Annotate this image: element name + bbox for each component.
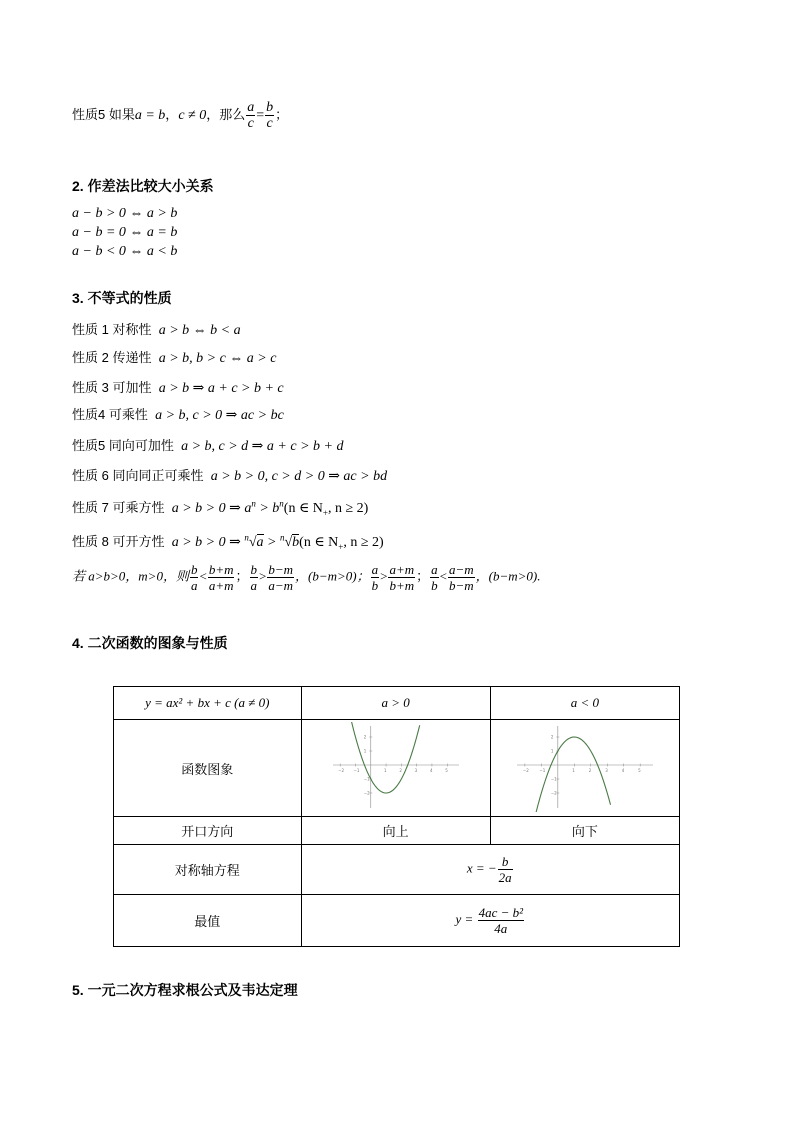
row-label-opening: 开口方向 bbox=[114, 817, 302, 845]
table-header-a-positive: a > 0 bbox=[301, 687, 490, 720]
frac-num: a bbox=[247, 100, 255, 115]
fraction bbox=[267, 562, 294, 593]
parabola-up-graph bbox=[331, 722, 461, 812]
property-5-cond2: c ≠ 0 bbox=[178, 107, 207, 123]
x-tick-label: −2 bbox=[337, 767, 344, 773]
exponent: n bbox=[279, 498, 284, 509]
opening-up: 向上 bbox=[301, 817, 490, 845]
frac-num: a bbox=[371, 562, 379, 577]
extra-pre: 若 a>b>0，m>0，则 bbox=[72, 568, 189, 584]
frac-num: b bbox=[190, 562, 198, 577]
property-5-cond1: a = b bbox=[134, 107, 166, 123]
inequality-property-4 bbox=[72, 404, 284, 424]
frac-num: b bbox=[250, 562, 257, 577]
parabola-curve bbox=[531, 737, 610, 812]
x-tick-label: 4 bbox=[621, 767, 625, 773]
section-4-heading: 4. 二次函数的图象与性质 bbox=[72, 635, 228, 651]
frac-den: c bbox=[266, 116, 273, 131]
frac-den: a+m bbox=[208, 578, 234, 593]
fraction-inequality-line bbox=[72, 562, 541, 593]
property-8-formula bbox=[171, 532, 384, 552]
formula-part: a > b > 0 ⇒ a bbox=[171, 501, 252, 516]
condition: (n ∈ N bbox=[299, 535, 339, 550]
quadratic-table bbox=[113, 686, 680, 947]
frac-den: 4a bbox=[494, 921, 508, 936]
property-label: 性质 8 可开方性 bbox=[72, 534, 165, 549]
frac-den: b−m bbox=[448, 578, 474, 593]
section-3-heading: 3. 不等式的性质 bbox=[72, 290, 172, 306]
y-tick-label: −1 bbox=[550, 776, 557, 781]
y-tick-label: 2 bbox=[363, 734, 366, 739]
radical-sign: √ bbox=[284, 535, 293, 550]
x-tick-label: 4 bbox=[429, 767, 433, 773]
exponent: n bbox=[251, 498, 256, 509]
frac-den: b bbox=[431, 578, 438, 593]
y-tick-label: −2 bbox=[363, 790, 370, 795]
row-label-graph: 函数图象 bbox=[114, 720, 302, 817]
inequality-property-8 bbox=[72, 531, 384, 552]
property-formula: a > b, c > 0 ⇒ ac > bc bbox=[155, 408, 284, 423]
condition: (n ∈ N bbox=[283, 501, 323, 516]
property-5-line bbox=[72, 100, 288, 131]
frac-num: a−m bbox=[448, 562, 474, 577]
property-label: 性质5 同向可加性 bbox=[72, 438, 174, 453]
axis-formula-pre: x = − bbox=[466, 860, 497, 876]
property-label: 性质 7 可乘方性 bbox=[72, 500, 165, 515]
fraction bbox=[388, 562, 415, 593]
radicand: b bbox=[292, 535, 300, 550]
section-5-heading: 5. 一元二次方程求根公式及韦达定理 bbox=[72, 982, 298, 998]
condition: ，(b−m>0)； bbox=[295, 568, 370, 584]
x-tick-label: 5 bbox=[638, 767, 641, 773]
fraction bbox=[371, 562, 380, 593]
property-5-end: ； bbox=[275, 106, 289, 122]
x-tick-label: −2 bbox=[522, 767, 529, 773]
formula-part: > b bbox=[255, 501, 280, 516]
property-formula: a > b ⇔ b < a bbox=[158, 323, 241, 338]
relation: < bbox=[439, 568, 447, 584]
property-5-sep: ， bbox=[165, 106, 179, 122]
condition: , n ≥ 2) bbox=[343, 535, 384, 550]
condition: ，(b−m>0). bbox=[475, 568, 541, 584]
property-formula: a > b > 0, c > d > 0 ⇒ ac > bd bbox=[210, 469, 388, 484]
frac-den: 2a bbox=[498, 870, 512, 885]
equals-sign: = bbox=[256, 107, 265, 123]
property-5-then: ，那么 bbox=[206, 106, 246, 122]
y-tick-label: −1 bbox=[363, 776, 370, 781]
subscript: + bbox=[338, 541, 344, 552]
graph-cell-a-negative bbox=[490, 720, 679, 817]
separator: ； bbox=[416, 568, 430, 584]
fraction bbox=[208, 562, 235, 593]
graph-cell-a-positive bbox=[301, 720, 490, 817]
x-tick-label: 1 bbox=[383, 767, 387, 773]
x-tick-label: 2 bbox=[588, 767, 592, 773]
inequality-property-5 bbox=[72, 435, 343, 455]
frac-num: b bbox=[498, 854, 513, 870]
x-tick-label: −1 bbox=[353, 767, 359, 773]
frac-den: a−m bbox=[268, 578, 294, 593]
extremum-formula-pre: y = bbox=[455, 911, 474, 927]
frac-den: c bbox=[247, 116, 254, 131]
diff-compare-line-2: a − b = 0 ⇔ a = b bbox=[72, 225, 178, 240]
frac-den: b bbox=[371, 578, 379, 593]
inequality-property-3 bbox=[72, 377, 284, 397]
y-tick-label: 2 bbox=[550, 734, 554, 739]
condition: , n ≥ 2) bbox=[328, 501, 369, 516]
relation: > bbox=[380, 568, 388, 584]
diff-compare-line-1: a − b > 0 ⇔ a > b bbox=[72, 206, 178, 221]
axis-formula bbox=[301, 845, 679, 895]
parabola-curve bbox=[346, 722, 419, 793]
property-label: 性质 3 可加性 bbox=[72, 380, 152, 395]
fraction bbox=[448, 562, 475, 593]
formula-part: > bbox=[263, 535, 280, 550]
property-5-fraction-b bbox=[265, 100, 274, 131]
frac-num: a bbox=[431, 562, 438, 577]
y-tick-label: −2 bbox=[550, 790, 557, 795]
y-tick-label: 1 bbox=[363, 748, 366, 753]
x-tick-label: 1 bbox=[572, 767, 575, 773]
diff-compare-line-3: a − b < 0 ⇔ a < b bbox=[72, 244, 178, 259]
extremum-fraction bbox=[478, 905, 524, 936]
x-tick-label: −1 bbox=[539, 767, 546, 773]
frac-den: a bbox=[250, 578, 257, 593]
inequality-property-7 bbox=[72, 497, 368, 518]
property-5-fraction-a bbox=[246, 100, 255, 131]
property-label: 性质 2 传递性 bbox=[72, 350, 152, 365]
extremum-formula bbox=[301, 895, 679, 947]
frac-num: 4ac − b² bbox=[478, 905, 524, 920]
property-label: 性质 1 对称性 bbox=[72, 322, 152, 337]
x-tick-label: 2 bbox=[398, 767, 402, 773]
table-header-a-negative: a < 0 bbox=[490, 687, 679, 720]
x-tick-label: 5 bbox=[444, 767, 448, 773]
property-7-formula bbox=[171, 498, 369, 518]
root-index: n bbox=[244, 532, 249, 543]
relation: < bbox=[199, 568, 207, 584]
frac-den: b+m bbox=[389, 578, 415, 593]
property-5-label: 性质5 如果 bbox=[72, 106, 135, 122]
property-formula: a > b ⇒ a + c > b + c bbox=[158, 381, 284, 396]
parabola-down-graph bbox=[515, 722, 655, 812]
formula-part: a > b > 0 ⇒ bbox=[171, 535, 245, 550]
opening-down: 向下 bbox=[490, 817, 679, 845]
radicand: a bbox=[256, 535, 264, 550]
row-label-extremum: 最值 bbox=[114, 895, 302, 947]
root-index: n bbox=[279, 532, 285, 543]
subscript: + bbox=[322, 507, 328, 518]
property-formula: a > b, b > c ⇔ a > c bbox=[158, 351, 277, 366]
inequality-property-1 bbox=[72, 319, 241, 339]
table-header-function: y = ax² + bx + c (a ≠ 0) bbox=[114, 687, 302, 720]
property-formula: a > b, c > d ⇒ a + c > b + d bbox=[181, 439, 344, 454]
frac-den: a bbox=[190, 578, 198, 593]
property-label: 性质4 可乘性 bbox=[72, 407, 148, 422]
inequality-property-6 bbox=[72, 465, 387, 485]
fraction bbox=[190, 562, 199, 593]
fraction bbox=[430, 562, 439, 593]
frac-num: b+m bbox=[208, 562, 234, 577]
separator: ； bbox=[235, 568, 249, 584]
axis-fraction bbox=[498, 854, 513, 885]
radical-sign: √ bbox=[248, 535, 257, 550]
frac-num: b bbox=[266, 100, 274, 115]
x-tick-label: 3 bbox=[414, 767, 417, 773]
section-2-heading: 2. 作差法比较大小关系 bbox=[72, 178, 214, 194]
property-label: 性质 6 同向同正可乘性 bbox=[72, 468, 204, 483]
relation: > bbox=[259, 568, 267, 584]
frac-num: b−m bbox=[268, 562, 294, 577]
row-label-axis: 对称轴方程 bbox=[114, 845, 302, 895]
y-tick-label: 1 bbox=[550, 748, 554, 753]
frac-num: a+m bbox=[389, 562, 415, 577]
fraction bbox=[250, 562, 259, 593]
x-tick-label: 3 bbox=[605, 767, 608, 773]
inequality-property-2 bbox=[72, 347, 276, 367]
